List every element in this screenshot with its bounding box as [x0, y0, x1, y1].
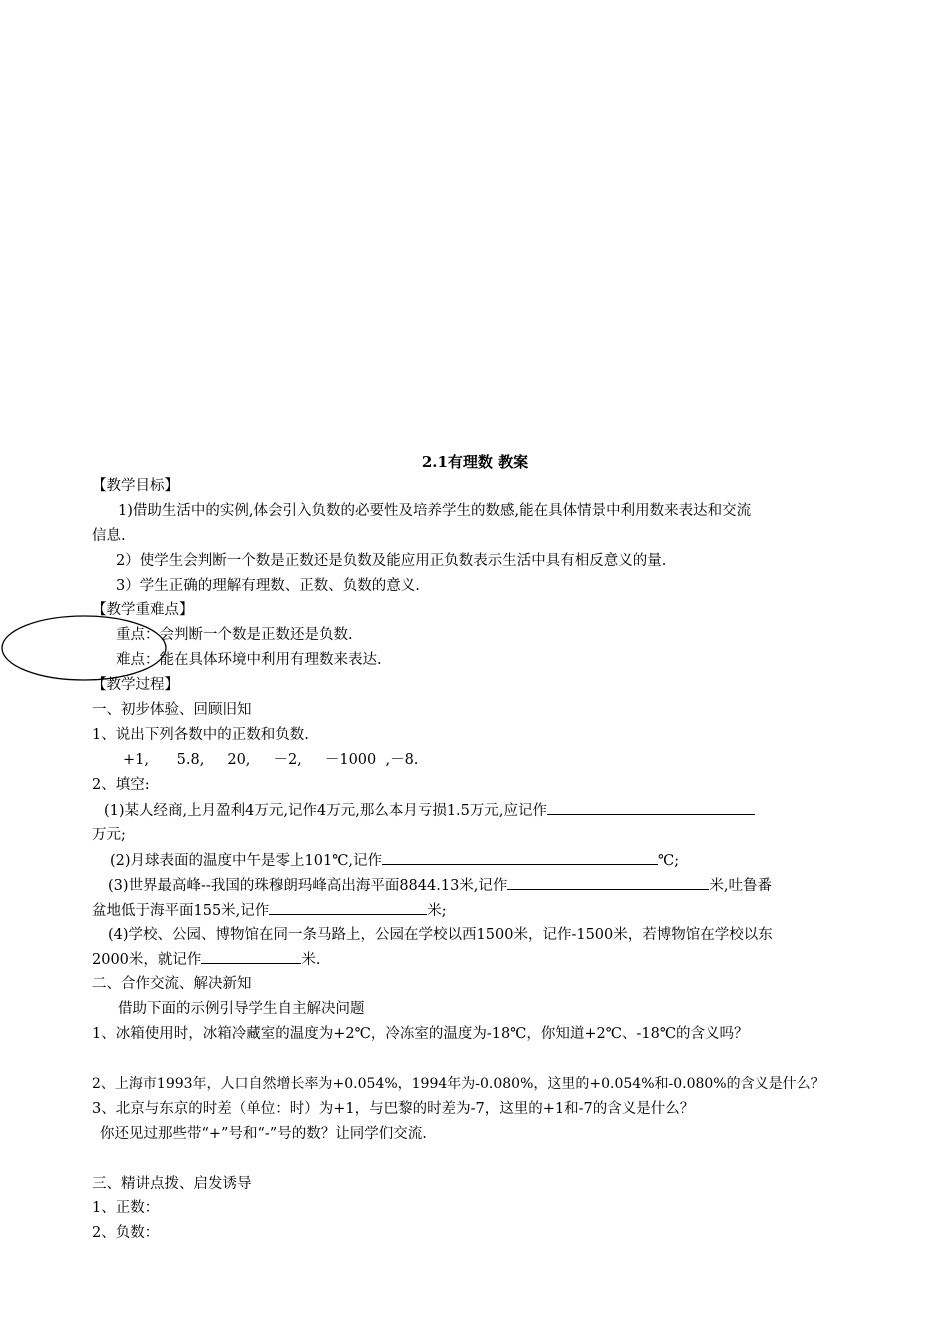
answer-blank[interactable] [382, 850, 658, 865]
section-2-question-4: 你还见过那些带“+”号和“-”号的数？让同学们交流. [100, 1126, 427, 1142]
fill-item-4-text-b: 2000米，就记作 [92, 952, 202, 968]
goals-heading: 【教学目标】 [92, 478, 179, 494]
section-1-question-1: 1、说出下列各数中的正数和负数. [92, 727, 309, 743]
fill-item-3-text-b: 米,吐鲁番 [709, 878, 773, 894]
fill-item-1-text: (1)某人经商,上月盈利4万元,记作4万元,那么本月亏损1.5万元,应记作 [104, 803, 547, 819]
section-3-item-1: 1、正数： [92, 1200, 160, 1216]
section-2-question-2: 2、上海市1993年，人口自然增长率为+0.054%，1994年为-0.080%，这里的+0.054%和-0.080%的含义是什么？ [92, 1076, 825, 1092]
hand-drawn-ellipse [0, 614, 168, 682]
answer-blank[interactable] [269, 900, 427, 915]
section-3-heading: 三、精讲点拨、启发诱导 [92, 1176, 252, 1192]
fill-item-3 [108, 875, 772, 896]
fill-item-3-continued [92, 900, 447, 921]
difficult-point: 难点：能在具体环境中利用有理数来表达. [116, 652, 382, 668]
section-2-question-1: 1、冰箱使用时，冰箱冷藏室的温度为+2℃，冷冻室的温度为-18℃，你知道+2℃、-18℃的含义吗？ [92, 1026, 749, 1042]
goal-1-continued: 信息. [92, 528, 126, 544]
fill-item-3-text-c: 盆地低于海平面155米,记作 [92, 903, 270, 919]
answer-blank[interactable] [201, 949, 301, 964]
goal-1: 1)借助生活中的实例,体会引入负数的必要性及培养学生的数感,能在具体情景中利用数来表达和交流 [118, 503, 752, 519]
fill-item-3-unit: 米; [427, 903, 447, 919]
section-1-heading: 一、初步体验、回顾旧知 [92, 702, 252, 718]
section-2-intro: 借助下面的示例引导学生自主解决问题 [118, 1001, 365, 1017]
fill-item-2 [110, 850, 679, 871]
fill-item-4-unit: 米. [301, 952, 321, 968]
answer-blank[interactable] [507, 875, 709, 890]
fill-item-3-text: (3)世界最高峰--我国的珠穆朗玛峰高出海平面8844.13米,记作 [108, 878, 508, 894]
goal-3: 3）学生正确的理解有理数、正数、负数的意义. [116, 578, 420, 594]
answer-blank[interactable] [547, 800, 755, 815]
section-2-heading: 二、合作交流、解决新知 [92, 976, 252, 992]
section-2-question-3: 3、北京与东京的时差（单位：时）为+1，与巴黎的时差为-7，这里的+1和-7的含义是什么？ [92, 1101, 695, 1117]
goal-2: 2）使学生会判断一个数是正数还是负数及能应用正负数表示生活中具有相反意义的量. [116, 553, 667, 569]
fill-item-4-continued [92, 949, 321, 970]
page-title: 2.1有理数 教案 [421, 453, 529, 471]
fill-item-2-text: (2)月球表面的温度中午是零上101℃,记作 [110, 853, 383, 869]
fill-item-4: (4)学校、公园、博物馆在同一条马路上，公园在学校以西1500米，记作-1500米，若博物馆在学校以东 [108, 927, 773, 943]
fill-item-1 [104, 800, 755, 821]
section-3-item-2: 2、负数： [92, 1225, 160, 1241]
fill-item-2-unit: ℃; [658, 853, 680, 869]
key-points-heading: 【教学重难点】 [92, 602, 194, 618]
section-1-question-2: 2、填空: [92, 777, 150, 793]
number-list: +1, 5.8, 20, －2, －1000 ,－8. [123, 752, 419, 768]
fill-item-1-continued: 万元; [92, 827, 126, 843]
process-heading: 【教学过程】 [92, 677, 179, 693]
key-point: 重点：会判断一个数是正数还是负数. [116, 627, 353, 643]
